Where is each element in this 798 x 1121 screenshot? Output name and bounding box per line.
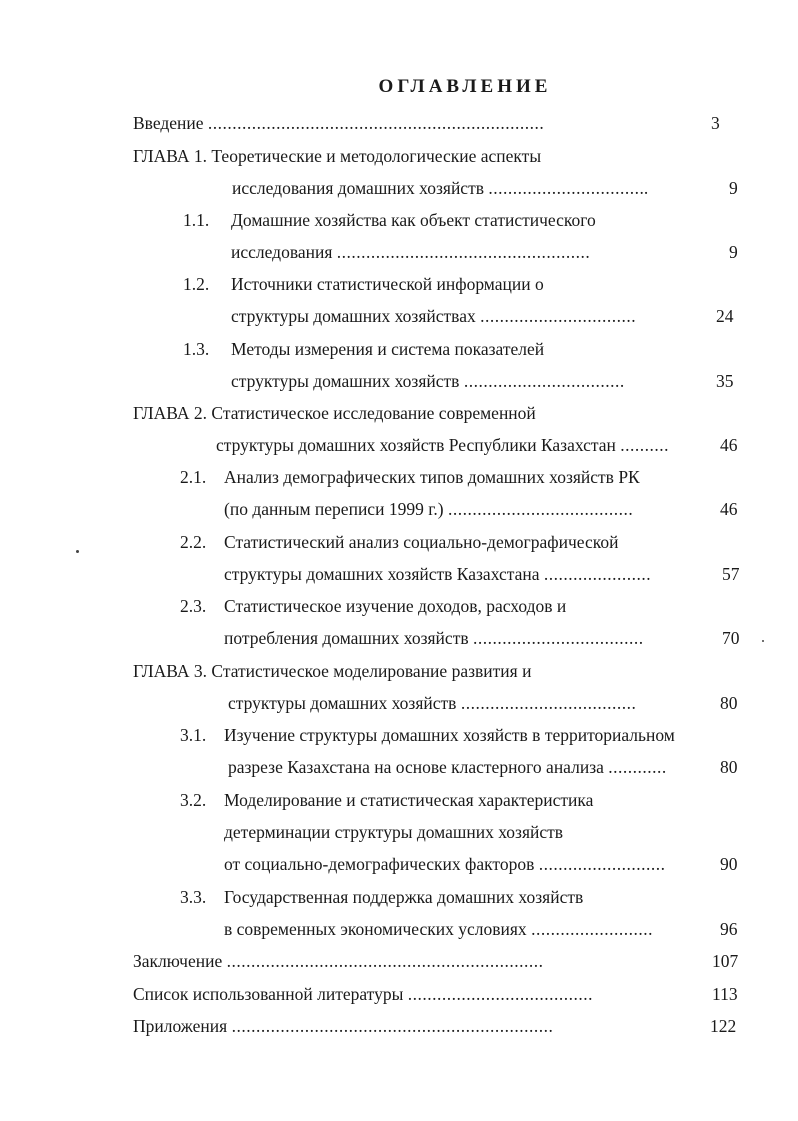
toc-label: Приложения — [133, 1016, 232, 1036]
toc-page-number: 113 — [712, 984, 738, 1004]
scan-speck — [76, 550, 79, 553]
toc-label: разрезе Казахстана на основе кластерного анализа — [228, 757, 609, 777]
toc-page-number: 24 — [716, 306, 734, 326]
toc-chapter-1-cont — [232, 177, 648, 199]
toc-leader-dots: ................................... — [460, 693, 632, 713]
toc-section-2-2-number: 2.2. — [180, 532, 207, 552]
toc-leader-dots: ............ — [608, 757, 667, 777]
toc-page-number: 80 — [720, 757, 738, 777]
toc-label: Теоретические и методологические аспекты — [211, 146, 542, 166]
toc-section-1-3-title: Методы измерения и система показателей — [231, 339, 545, 359]
toc-label: Статистическое исследование современной — [211, 403, 536, 423]
toc-leader-dots: ...................................... — [447, 499, 634, 519]
toc-entry-bibliography — [133, 983, 593, 1005]
toc-section-3-1-cont — [228, 756, 667, 778]
toc-page-number: 107 — [712, 951, 739, 971]
page-title: ОГЛАВЛЕНИЕ — [378, 76, 552, 97]
toc-label: структуры домашних хозяйств — [228, 693, 461, 713]
toc-section-3-3-number: 3.3. — [180, 887, 207, 907]
toc-label: Введение — [133, 113, 208, 133]
toc-section-3-2-cont2 — [224, 853, 665, 875]
toc-section-2-3-title: Статистическое изучение доходов, расходов и — [224, 596, 567, 616]
toc-page-number: 9 — [729, 242, 738, 262]
toc-chapter-3-title — [133, 660, 531, 682]
toc-page-number: 80 — [720, 693, 738, 713]
toc-page-number: 70 — [722, 628, 740, 648]
toc-section-1-2-number: 1.2. — [183, 274, 210, 294]
toc-section-2-1-cont — [224, 498, 633, 520]
toc-section-2-1-title: Анализ демографических типов домашних хозяйств РК — [224, 467, 640, 487]
toc-section-3-1-number: 3.1. — [180, 725, 207, 745]
toc-label: Статистическое моделирование развития и — [211, 661, 532, 681]
toc-dots-tail: . — [585, 242, 590, 262]
toc-page-number: 46 — [720, 499, 738, 519]
toc-section-2-3-cont — [224, 627, 644, 649]
chapter-prefix: ГЛАВА 3. — [133, 661, 212, 681]
toc-label: исследования домашних хозяйств — [232, 178, 489, 198]
toc-entry-appendices — [133, 1015, 553, 1037]
toc-leader-dots: .................................................................. — [231, 1016, 554, 1036]
toc-page-number: 90 — [720, 854, 738, 874]
toc-entry-introduction — [133, 112, 544, 134]
toc-section-3-3-title: Государственная поддержка домашних хозяйств — [224, 887, 584, 907]
toc-label: Заключение — [133, 951, 227, 971]
toc-leader-dots: ................................ — [480, 306, 637, 326]
toc-section-1-1-cont — [231, 241, 590, 263]
toc-leader-dots: ................................... — [472, 628, 644, 648]
toc-section-2-3-number: 2.3. — [180, 596, 207, 616]
toc-dots-tail: .. — [639, 178, 649, 198]
toc-label: исследования — [231, 242, 337, 262]
toc-label: в современных экономических условиях — [224, 919, 532, 939]
toc-section-1-2-cont — [231, 305, 636, 327]
toc-chapter-2-title — [133, 402, 536, 424]
toc-page-number: 9 — [729, 178, 738, 198]
toc-page-number: 122 — [710, 1016, 737, 1036]
toc-label: структуры домашних хозяйствах — [231, 306, 481, 326]
toc-section-1-3-number: 1.3. — [183, 339, 210, 359]
toc-label: структуры домашних хозяйств — [231, 371, 464, 391]
toc-label: (по данным переписи 1999 г.) — [224, 499, 448, 519]
toc-leader-dots: ................................................... — [336, 242, 586, 262]
toc-chapter-3-cont — [228, 692, 636, 714]
chapter-prefix: ГЛАВА 2. — [133, 403, 212, 423]
toc-label: потребления домашних хозяйств — [224, 628, 473, 648]
toc-chapter-1-title — [133, 145, 541, 167]
toc-page-number: 35 — [716, 371, 734, 391]
toc-section-3-3-cont — [224, 918, 652, 940]
toc-section-1-2-title: Источники статистической информации о — [231, 274, 544, 294]
scan-speck — [762, 640, 764, 642]
toc-section-3-1-title: Изучение структуры домашних хозяйств в территориальном — [224, 725, 675, 745]
toc-page-number: 96 — [720, 919, 738, 939]
toc-label: Список использованной литературы — [133, 984, 408, 1004]
toc-section-3-2-cont: детерминации структуры домашних хозяйств — [224, 822, 564, 842]
toc-page-number: 3 — [711, 113, 720, 133]
toc-chapter-2-cont — [216, 434, 669, 456]
toc-label: от социально-демографических факторов — [224, 854, 539, 874]
toc-leader-dots: ................................................................. — [226, 951, 544, 971]
toc-leader-dots: ............................... — [488, 178, 640, 198]
toc-section-2-2-cont — [224, 563, 651, 585]
toc-page-number: 46 — [720, 435, 738, 455]
toc-section-3-2-number: 3.2. — [180, 790, 207, 810]
toc-leader-dots: .......................... — [538, 854, 666, 874]
toc-section-2-1-number: 2.1. — [180, 467, 207, 487]
toc-section-1-3-cont — [231, 370, 625, 392]
toc-dots-tail: . — [648, 919, 653, 939]
toc-label: структуры домашних хозяйств Республики Казахстан — [216, 435, 621, 455]
toc-leader-dots: ........................ — [531, 919, 649, 939]
toc-label: структуры домашних хозяйств Казахстана — [224, 564, 544, 584]
toc-leader-dots: ..................................................................... — [207, 113, 545, 133]
toc-dots-tail: . — [631, 693, 636, 713]
toc-section-2-2-title: Статистический анализ социально-демографической — [224, 532, 619, 552]
chapter-prefix: ГЛАВА 1. — [133, 146, 212, 166]
toc-section-1-1-number: 1.1. — [183, 210, 210, 230]
toc-leader-dots: ................................. — [463, 371, 625, 391]
toc-leader-dots: ...................... — [543, 564, 652, 584]
toc-entry-conclusion — [133, 950, 544, 972]
toc-leader-dots: ...................................... — [407, 984, 593, 1004]
toc-page-number: 57 — [722, 564, 740, 584]
toc-section-3-2-title: Моделирование и статистическая характеристика — [224, 790, 594, 810]
toc-section-1-1-title: Домашние хозяйства как объект статистического — [231, 210, 596, 230]
toc-leader-dots: .......... — [620, 435, 669, 455]
